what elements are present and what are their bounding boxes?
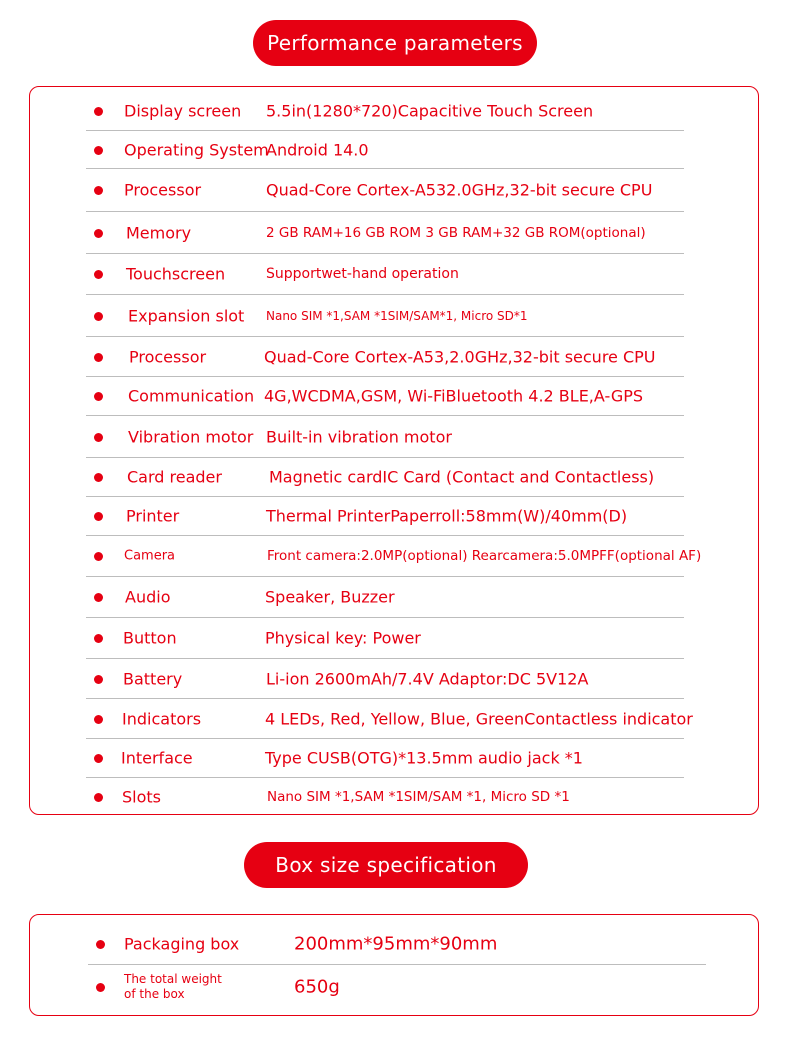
spec-value: 4 LEDs, Red, Yellow, Blue, GreenContactless indicator — [265, 709, 693, 728]
spec-value: Type CUSB(OTG)*13.5mm audio jack *1 — [265, 748, 583, 768]
bullet-icon — [94, 754, 103, 763]
spec-value: Nano SIM *1,SAM *1SIM/SAM *1, Micro SD *1 — [267, 789, 570, 805]
spec-label: Audio — [125, 587, 171, 607]
spec-row-interface — [86, 739, 684, 778]
box-row-packaging — [88, 923, 706, 965]
spec-value: Nano SIM *1,SAM *1SIM/SAM*1, Micro SD*1 — [266, 308, 528, 323]
spec-row-camera — [86, 536, 702, 577]
spec-row-audio — [86, 577, 684, 618]
bullet-icon — [94, 353, 103, 362]
spec-row-processor-2 — [86, 337, 684, 377]
bullet-icon — [94, 229, 103, 238]
spec-row-printer — [86, 497, 684, 536]
performance-panel — [29, 86, 759, 815]
spec-value: Speaker, Buzzer — [265, 587, 395, 607]
bullet-icon — [94, 312, 103, 321]
spec-label: Processor — [129, 347, 207, 366]
bullet-icon — [94, 186, 103, 195]
spec-label: Printer — [126, 506, 180, 526]
spec-label: Indicators — [122, 709, 202, 728]
spec-value: Android 14.0 — [266, 140, 369, 159]
bullet-icon — [94, 634, 103, 643]
spec-value: Physical key: Power — [265, 628, 421, 648]
spec-row-indicators — [86, 699, 693, 739]
spec-label: Processor — [124, 180, 202, 200]
spec-label: Button — [123, 628, 177, 648]
bullet-icon — [96, 983, 105, 992]
spec-value: Quad-Core Cortex-A532.0GHz,32-bit secure CPU — [266, 180, 653, 200]
bullet-icon — [94, 512, 103, 521]
box-label: The total weight of the box — [124, 972, 222, 1001]
bullet-icon — [94, 715, 103, 724]
box-title-pill — [244, 842, 528, 888]
bullet-icon — [94, 793, 103, 802]
spec-label: Display screen — [124, 101, 242, 120]
spec-row-vibration-motor — [86, 416, 684, 458]
spec-label: Expansion slot — [128, 306, 245, 325]
box-label: Packaging box — [124, 934, 240, 953]
spec-label: Camera — [124, 548, 176, 564]
bullet-icon — [94, 270, 103, 279]
spec-row-processor — [86, 169, 684, 212]
spec-label: Vibration motor — [128, 427, 254, 446]
bullet-icon — [94, 433, 103, 442]
spec-row-button — [86, 618, 684, 659]
bullet-icon — [94, 146, 103, 155]
box-panel — [29, 914, 759, 1016]
spec-label: Battery — [123, 669, 183, 688]
bullet-icon — [94, 107, 103, 116]
spec-value: Built-in vibration motor — [266, 427, 452, 446]
bullet-icon — [94, 675, 103, 684]
spec-label: Touchscreen — [126, 264, 226, 284]
spec-value: 5.5in(1280*720)Capacitive Touch Screen — [266, 101, 594, 120]
spec-value: Li-ion 2600mAh/7.4V Adaptor:DC 5V12A — [266, 669, 589, 688]
spec-value: Supportwet-hand operation — [266, 266, 459, 282]
spec-row-touchscreen — [86, 254, 684, 295]
bullet-icon — [94, 473, 103, 482]
spec-label: Memory — [126, 223, 192, 242]
box-value: 650g — [294, 976, 340, 998]
spec-label: Interface — [121, 748, 193, 768]
bullet-icon — [94, 593, 103, 602]
spec-row-slots — [86, 778, 684, 816]
spec-row-memory — [86, 212, 684, 254]
spec-value: 2 GB RAM+16 GB ROM 3 GB RAM+32 GB ROM(optional) — [266, 224, 646, 241]
spec-value: Quad-Core Cortex-A53,2.0GHz,32-bit secure CPU — [264, 347, 656, 366]
box-value: 200mm*95mm*90mm — [294, 933, 498, 954]
spec-label: Operating System — [124, 140, 269, 159]
performance-title-pill — [253, 20, 537, 66]
spec-row-card-reader — [86, 458, 684, 497]
spec-row-battery — [86, 659, 684, 699]
bullet-icon — [96, 940, 105, 949]
spec-label: Slots — [122, 787, 161, 807]
bullet-icon — [94, 392, 103, 401]
spec-label: Card reader — [127, 467, 222, 487]
spec-row-display-screen — [86, 91, 684, 131]
box-title: Box size specification — [275, 853, 497, 877]
spec-value: Front camera:2.0MP(optional) Rearcamera:5.0MPFF(optional AF) — [267, 548, 702, 564]
spec-row-expansion-slot — [86, 295, 684, 337]
box-row-weight — [88, 965, 706, 1009]
performance-title: Performance parameters — [267, 31, 523, 55]
spec-row-communication — [86, 377, 684, 416]
bullet-icon — [94, 552, 103, 561]
spec-value: Magnetic cardIC Card (Contact and Contactless) — [269, 467, 655, 487]
spec-value: 4G,WCDMA,GSM, Wi-FiBluetooth 4.2 BLE,A-GPS — [264, 386, 644, 406]
spec-value: Thermal PrinterPaperroll:58mm(W)/40mm(D) — [266, 506, 628, 526]
spec-label: Communication — [128, 386, 255, 406]
spec-row-operating-system — [86, 131, 684, 169]
